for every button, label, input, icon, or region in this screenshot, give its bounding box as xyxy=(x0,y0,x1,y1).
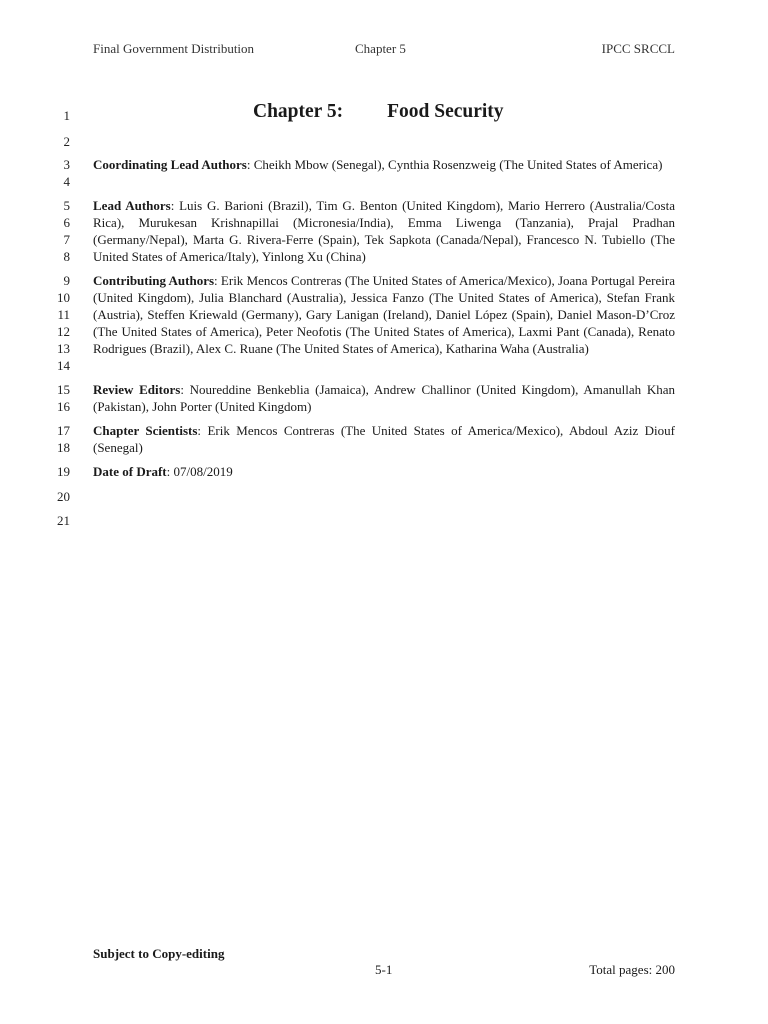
line-number: 16 xyxy=(57,399,70,414)
line-number: 3 xyxy=(63,157,70,172)
line-number: 2 xyxy=(63,134,70,149)
contributing-authors-label: Contributing Authors xyxy=(93,273,215,288)
header-report: IPCC SRCCL xyxy=(601,41,675,56)
line-number: 19 xyxy=(57,464,70,479)
coordinating-lead-authors-label: Coordinating Lead Authors xyxy=(93,157,247,172)
lead-authors xyxy=(93,197,675,265)
line-number: 7 xyxy=(63,232,70,247)
line-number: 6 xyxy=(63,215,70,230)
chapter-title xyxy=(253,101,504,123)
contributing-authors-text: : Erik Mencos Contreras (The United States of America/Mexico), Joana Portugal Pereira (United Kingdom), Julia Blanchard (Australia), Jessica Fanzo (The United States of America), Stefan Frank (Austria), Steffen Kriewald (Germany), Gary Lanigan (Ireland), Daniel López (Spain), Daniel Mason-D’Croz (The United States of America), Peter Neofotis (The United States of America), Laxmi Pant (Canada), Renato Rodrigues (Brazil), Alex C. Ruane (The United States of America), Katharina Waha (Australia) xyxy=(93,273,675,356)
line-number: 15 xyxy=(57,382,70,397)
line-number: 1 xyxy=(63,108,70,123)
line-number: 8 xyxy=(63,249,70,264)
review-editors-label: Review Editors xyxy=(93,382,181,397)
line-number: 9 xyxy=(63,273,70,288)
header-distribution: Final Government Distribution xyxy=(93,41,255,56)
copy-editing-note: Subject to Copy-editing xyxy=(93,946,225,961)
header-chapter: Chapter 5 xyxy=(355,41,406,56)
page-number: 5-1 xyxy=(375,962,393,977)
lead-authors-text: : Luis G. Barioni (Brazil), Tim G. Benton (United Kingdom), Mario Herrero (Australia/Costa Rica), Murukesan Krishnapillai (Micronesia/India), Emma Liwenga (Tanzania), Prajal Pradhan (Germany/Nepal), Marta G. Rivera-Ferre (Spain), Tek Sapkota (Canada/Nepal), Francesco N. Tubiello (The United States of America/Italy), Yinlong Xu (China) xyxy=(93,198,675,264)
review-editors xyxy=(93,381,675,415)
line-number: 21 xyxy=(57,513,70,528)
line-number: 12 xyxy=(57,324,70,339)
chapter-scientists-label: Chapter Scientists xyxy=(93,423,198,438)
line-number: 13 xyxy=(57,341,70,356)
coordinating-lead-authors-text: : Cheikh Mbow (Senegal), Cynthia Rosenzweig (The United States of America) xyxy=(246,157,663,172)
date-of-draft xyxy=(93,463,675,480)
chapter-scientists-text: : Erik Mencos Contreras (The United States of America/Mexico), Abdoul Aziz Diouf (Senegal) xyxy=(93,423,675,455)
chapter-scientists xyxy=(93,422,675,456)
line-number: 18 xyxy=(57,440,70,455)
date-of-draft-label: Date of Draft xyxy=(93,464,167,479)
line-number: 20 xyxy=(57,489,70,504)
date-of-draft-text: : 07/08/2019 xyxy=(166,464,233,479)
line-number: 5 xyxy=(63,198,70,213)
chapter-number: Chapter 5: xyxy=(253,101,344,122)
contributing-authors xyxy=(93,272,675,357)
review-editors-text: : Noureddine Benkeblia (Jamaica), Andrew Challinor (United Kingdom), Amanullah Khan (Pakistan), John Porter (United Kingdom) xyxy=(93,382,675,414)
line-number: 10 xyxy=(57,290,70,305)
line-number: 11 xyxy=(57,307,70,322)
chapter-name: Food Security xyxy=(387,101,504,122)
coordinating-lead-authors xyxy=(93,156,675,173)
line-number: 17 xyxy=(57,423,70,438)
line-number: 14 xyxy=(57,358,70,373)
total-pages: Total pages: 200 xyxy=(589,962,675,977)
line-number: 4 xyxy=(63,174,70,189)
lead-authors-label: Lead Authors xyxy=(93,198,171,213)
